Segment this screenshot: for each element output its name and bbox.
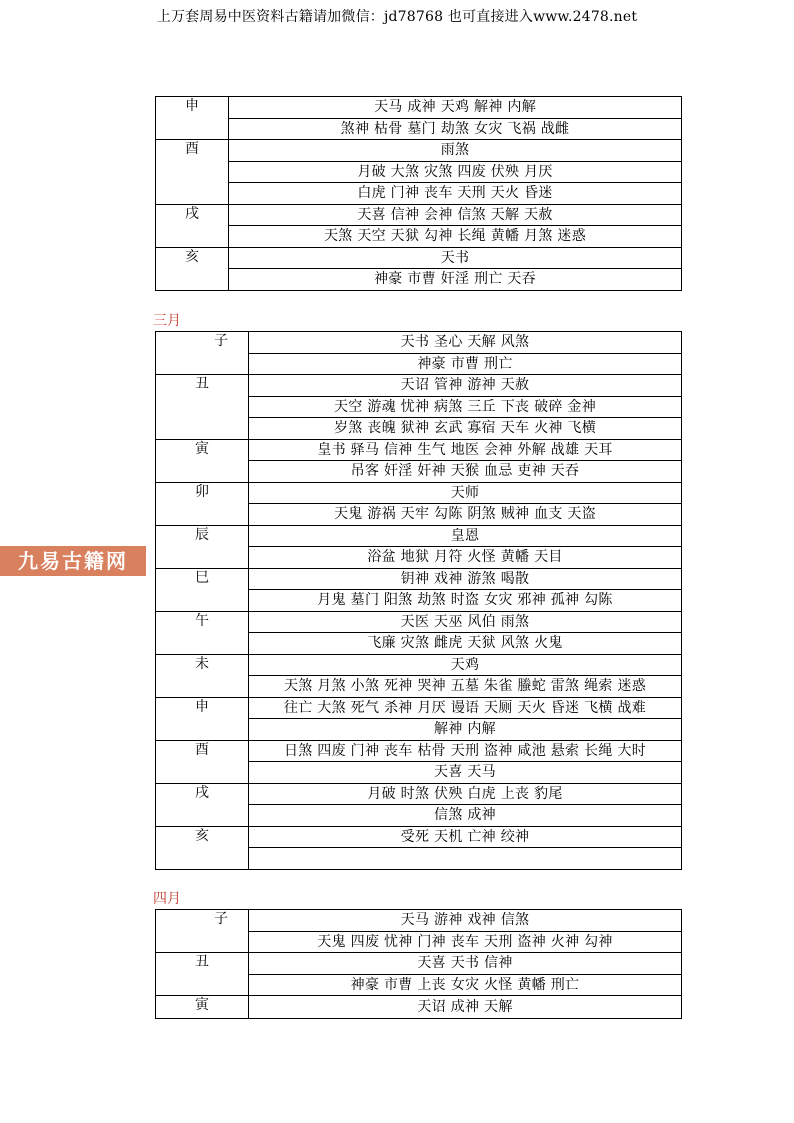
section-title-april: 四月 bbox=[153, 891, 181, 907]
branch-cell: 丑 bbox=[156, 375, 249, 440]
gods-cell: 受死 天机 亡神 绞神 bbox=[249, 826, 682, 848]
table-row bbox=[156, 332, 682, 354]
branch-cell: 戌 bbox=[156, 204, 229, 247]
site-watermark: 九易古籍网 bbox=[0, 546, 146, 576]
gods-cell: 天师 bbox=[249, 482, 682, 504]
gods-cell: 皇书 驿马 信神 生气 地医 会神 外解 战雄 天耳 bbox=[249, 439, 682, 461]
branch-cell: 酉 bbox=[156, 140, 229, 205]
table-row bbox=[156, 247, 682, 269]
almanac-table-march bbox=[155, 331, 682, 870]
gods-cell: 白虎 门神 丧车 天刑 天火 昏迷 bbox=[229, 183, 682, 205]
gods-cell: 钥神 戏神 游煞 喝散 bbox=[249, 568, 682, 590]
table-row bbox=[156, 826, 682, 848]
branch-cell: 丑 bbox=[156, 953, 249, 996]
branch-cell: 辰 bbox=[156, 525, 249, 568]
table-row bbox=[156, 482, 682, 504]
gods-cell: 天喜 信神 会神 信煞 天解 天赦 bbox=[229, 204, 682, 226]
gods-cell: 神豪 市曹 奸淫 刑亡 天吞 bbox=[229, 269, 682, 291]
table-row bbox=[156, 525, 682, 547]
almanac-table-continued bbox=[155, 96, 682, 291]
gods-cell: 天书 bbox=[229, 247, 682, 269]
gods-cell: 月破 时煞 伏殃 白虎 上丧 豹尾 bbox=[249, 783, 682, 805]
table-row bbox=[156, 740, 682, 762]
gods-cell: 天马 游神 戏神 信煞 bbox=[249, 910, 682, 932]
branch-cell: 寅 bbox=[156, 996, 249, 1019]
gods-cell: 浴盆 地狱 月符 火怪 黄幡 天目 bbox=[249, 547, 682, 569]
gods-cell: 天鸡 bbox=[249, 654, 682, 676]
branch-cell: 亥 bbox=[156, 826, 249, 869]
section-title-march: 三月 bbox=[153, 313, 181, 329]
table-row bbox=[156, 910, 682, 932]
branch-cell: 卯 bbox=[156, 482, 249, 525]
table-row bbox=[156, 697, 682, 719]
gods-cell: 天诏 管神 游神 天赦 bbox=[249, 375, 682, 397]
gods-cell: 神豪 市曹 刑亡 bbox=[249, 353, 682, 375]
branch-cell: 亥 bbox=[156, 247, 229, 290]
branch-cell: 酉 bbox=[156, 740, 249, 783]
branch-cell: 寅 bbox=[156, 439, 249, 482]
table-row bbox=[156, 140, 682, 162]
gods-cell: 日煞 四废 门神 丧车 枯骨 天刑 盗神 咸池 悬索 长绳 大时 bbox=[249, 740, 682, 762]
gods-cell: 天鬼 游祸 天牢 勾陈 阴煞 贼神 血支 天盗 bbox=[249, 504, 682, 526]
gods-cell: 天鬼 四废 忧神 门神 丧车 天刑 盗神 火神 勾神 bbox=[249, 931, 682, 953]
almanac-table-april bbox=[155, 909, 682, 1019]
gods-cell: 往亡 大煞 死气 杀神 月厌 谩语 天厕 天火 昏迷 飞横 战难 bbox=[249, 697, 682, 719]
gods-cell: 月破 大煞 灾煞 四废 伏殃 月厌 bbox=[229, 161, 682, 183]
branch-cell: 子 bbox=[156, 332, 249, 375]
gods-cell: 天煞 月煞 小煞 死神 哭神 五墓 朱雀 螣蛇 雷煞 绳索 迷惑 bbox=[249, 676, 682, 698]
table-row bbox=[156, 953, 682, 975]
branch-cell: 戌 bbox=[156, 783, 249, 826]
gods-cell: 皇恩 bbox=[249, 525, 682, 547]
table-row bbox=[156, 118, 682, 140]
table-row bbox=[156, 269, 682, 291]
table-row bbox=[156, 97, 682, 119]
gods-cell: 吊客 奸淫 奸神 天猴 血忌 吏神 天吞 bbox=[249, 461, 682, 483]
gods-cell: 飞廉 灾煞 雌虎 天狱 风煞 火鬼 bbox=[249, 633, 682, 655]
branch-cell: 子 bbox=[156, 910, 249, 953]
gods-cell: 天马 成神 天鸡 解神 内解 bbox=[229, 97, 682, 119]
gods-cell: 天空 游魂 忧神 病煞 三丘 下丧 破碎 金神 bbox=[249, 396, 682, 418]
gods-cell: 雨煞 bbox=[229, 140, 682, 162]
gods-cell: 岁煞 丧魄 狱神 玄武 寡宿 天车 火神 飞横 bbox=[249, 418, 682, 440]
table-row bbox=[156, 654, 682, 676]
gods-cell: 天喜 天书 信神 bbox=[249, 953, 682, 975]
gods-cell: 月鬼 墓门 阳煞 劫煞 时盗 女灾 邪神 孤神 勾陈 bbox=[249, 590, 682, 612]
gods-cell: 天喜 天马 bbox=[249, 762, 682, 784]
table-row bbox=[156, 611, 682, 633]
branch-cell: 巳 bbox=[156, 568, 249, 611]
gods-cell: 解神 内解 bbox=[249, 719, 682, 741]
table-row bbox=[156, 996, 682, 1019]
table-row bbox=[156, 439, 682, 461]
gods-cell: 天诏 成神 天解 bbox=[249, 996, 682, 1019]
gods-cell: 神豪 市曹 上丧 女灾 火怪 黄幡 刑亡 bbox=[249, 974, 682, 996]
table-row bbox=[156, 161, 682, 183]
branch-cell: 申 bbox=[156, 97, 229, 140]
table-row bbox=[156, 568, 682, 590]
gods-cell bbox=[249, 848, 682, 870]
table-row bbox=[156, 375, 682, 397]
table-row bbox=[156, 204, 682, 226]
gods-cell: 天医 天巫 风伯 雨煞 bbox=[249, 611, 682, 633]
table-row bbox=[156, 226, 682, 248]
table-row bbox=[156, 183, 682, 205]
gods-cell: 煞神 枯骨 墓门 劫煞 女灾 飞祸 战雌 bbox=[229, 118, 682, 140]
branch-cell: 未 bbox=[156, 654, 249, 697]
gods-cell: 信煞 成神 bbox=[249, 805, 682, 827]
source-header: 上万套周易中医资料古籍请加微信：jd78768 也可直接进入www.2478.net bbox=[156, 9, 638, 25]
branch-cell: 申 bbox=[156, 697, 249, 740]
gods-cell: 天书 圣心 天解 风煞 bbox=[249, 332, 682, 354]
table-row bbox=[156, 783, 682, 805]
gods-cell: 天煞 天空 天狱 勾神 长绳 黄幡 月煞 迷惑 bbox=[229, 226, 682, 248]
branch-cell: 午 bbox=[156, 611, 249, 654]
